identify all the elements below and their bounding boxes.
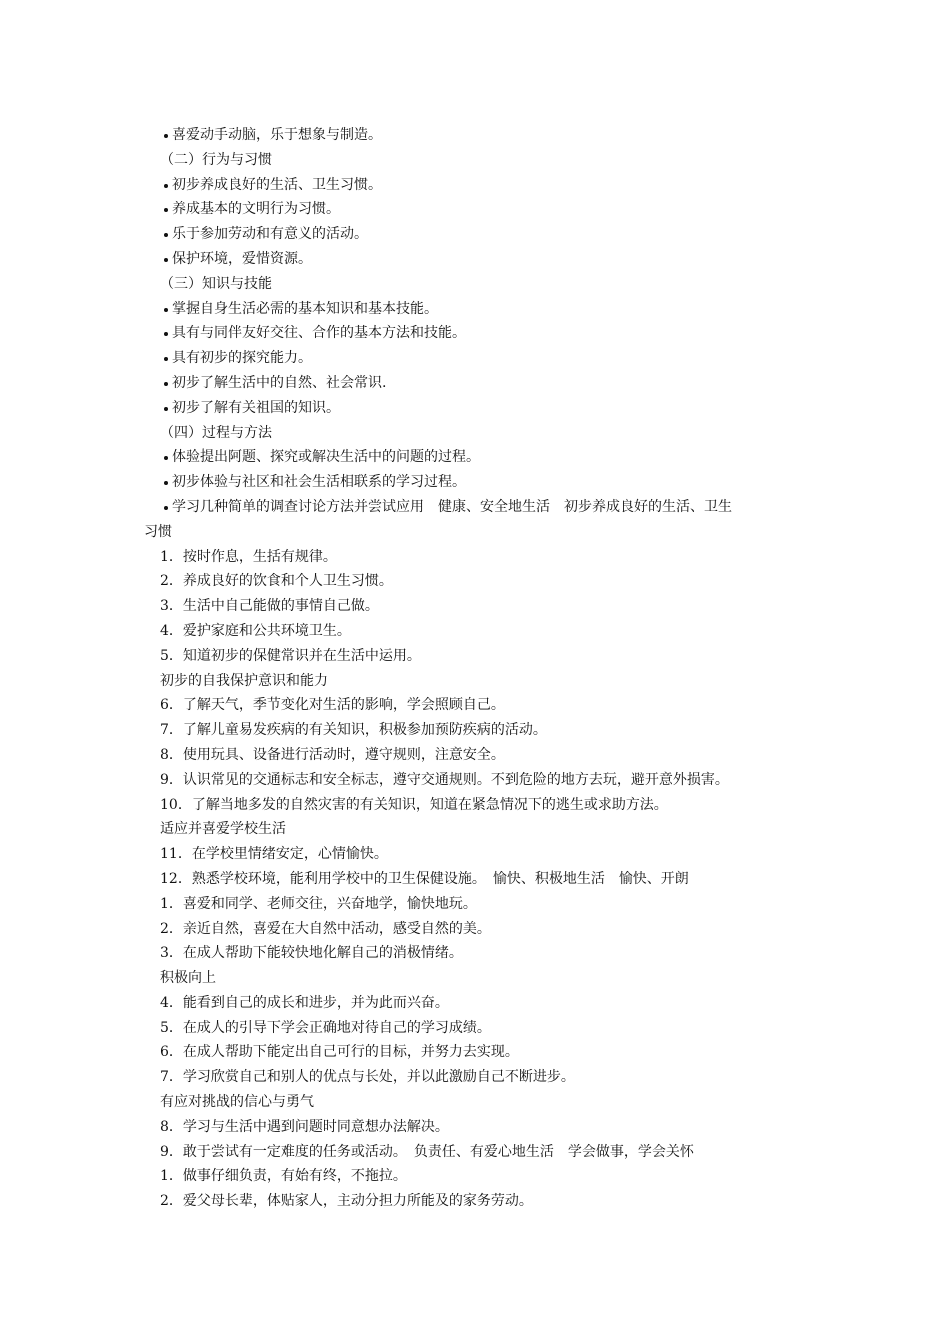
- bullet-item: [0, 297, 950, 322]
- bullet-text: 初步了解生活中的自然、社会常识.: [172, 374, 387, 391]
- section-heading: （三）知识与技能: [160, 275, 272, 292]
- numbered-item: 1．按时作息，生括有规律。: [160, 548, 337, 565]
- bullet-text: 初步养成良好的生活、卫生习惯。: [172, 176, 382, 193]
- numbered-item: 8．使用玩具、设备进行活动时，遵守规则，注意安全。: [160, 746, 505, 763]
- numbered-item: 2．养成良好的饮食和个人卫生习惯。: [160, 573, 393, 590]
- numbered-item: 8．学习与生活中遇到问题时同意想办法解决。: [160, 1118, 449, 1135]
- bullet-text: 具有初步的探究能力。: [172, 350, 312, 367]
- numbered-item: 3．生活中自己能做的事情自己做。: [160, 598, 379, 615]
- numbered-item: 7．学习欣赏自己和别人的优点与长处，并以此激励自己不断进步。: [160, 1069, 575, 1086]
- bullet-text: 学习几种简单的调查讨论方法并尝试应用 健康、安全地生活 初步养成良好的生活、卫生: [172, 498, 732, 515]
- section-heading: （二）行为与习惯: [160, 151, 272, 168]
- bullet-text: 喜爱动手动脑，乐于想象与制造。: [172, 127, 382, 143]
- subheading: 有应对挑战的信心与勇气: [160, 1094, 314, 1111]
- section-heading: （四）过程与方法: [160, 424, 272, 441]
- numbered-item: 9．认识常见的交通标志和安全标志，遵守交通规则。不到危险的地方去玩，避开意外损害。: [160, 771, 729, 788]
- subheading: 积极向上: [160, 970, 216, 987]
- document-body: [0, 123, 950, 1214]
- bullet-item: [0, 321, 950, 346]
- bullet-text: 具有与同伴友好交往、合作的基本方法和技能。: [172, 325, 466, 342]
- numbered-item: 9．敢于尝试有一定难度的任务或活动。 负责任、有爱心地生活 学会做事，学会关怀: [160, 1143, 694, 1160]
- numbered-item: 6．了解天气，季节变化对生活的影响，学会照顾自己。: [160, 697, 505, 714]
- numbered-item: 1．做事仔细负责，有始有终，不拖拉。: [160, 1168, 407, 1185]
- numbered-item: 1．喜爱和同学、老师交往，兴奋地学，愉快地玩。: [160, 895, 477, 912]
- bullet-text: 初步了解有关祖国的知识。: [172, 399, 340, 416]
- bullet-text: 初步体验与社区和社会生活相联系的学习过程。: [172, 474, 466, 491]
- subheading: 适应并喜爱学校生活: [160, 821, 286, 838]
- bullet-text: 体验提出阿题、探究或解决生活中的问题的过程。: [172, 449, 480, 466]
- numbered-item: 12．熟悉学校环境，能利用学校中的卫生保健设施。 愉快、积极地生活 愉快、开朗: [160, 870, 689, 887]
- bullet-item: [0, 222, 950, 247]
- bullet-item: [0, 371, 950, 396]
- numbered-item: 4．能看到自己的成长和进步，并为此而兴奋。: [160, 994, 449, 1011]
- bullet-text: 养成基本的文明行为习惯。: [172, 201, 340, 218]
- wrapped-line: 习惯: [144, 523, 172, 540]
- bullet-text: 保护环境，爱惜资源。: [172, 250, 312, 267]
- bullet-item: [0, 173, 950, 198]
- bullet-item: [0, 470, 950, 495]
- numbered-item: 7．了解儿童易发疾病的有关知识，积极参加预防疾病的活动。: [160, 722, 547, 739]
- bullet-item: [0, 495, 950, 520]
- bullet-item: [0, 445, 950, 470]
- bullet-text: 乐于参加劳动和有意义的活动。: [172, 226, 368, 243]
- numbered-item: 6．在成人帮助下能定出自己可行的目标，并努力去实现。: [160, 1044, 519, 1061]
- bullet-text: 掌握自身生活必需的基本知识和基本技能。: [172, 300, 438, 317]
- bullet-item: [0, 123, 950, 148]
- numbered-item: 11．在学校里情绪安定，心情愉快。: [160, 846, 388, 863]
- bullet-item: [0, 396, 950, 421]
- numbered-item: 2．爱父母长辈，体贴家人，主动分担力所能及的家务劳动。: [160, 1193, 533, 1210]
- numbered-item: 10．了解当地多发的自然灾害的有关知识，知道在紧急情况下的逃生或求助方法。: [160, 796, 668, 813]
- numbered-item: 3．在成人帮助下能较快地化解自己的消极情绪。: [160, 945, 463, 962]
- numbered-item: 2．亲近自然，喜爱在大自然中活动，感受自然的美。: [160, 920, 491, 937]
- bullet-item: [0, 346, 950, 371]
- numbered-item: 5．在成人的引导下学会正确地对待自己的学习成绩。: [160, 1019, 491, 1036]
- bullet-item: [0, 197, 950, 222]
- numbered-item: 4．爱护家庭和公共环境卫生。: [160, 622, 351, 639]
- numbered-item: 5．知道初步的保健常识并在生活中运用。: [160, 647, 421, 664]
- bullet-item: [0, 247, 950, 272]
- subheading: 初步的自我保护意识和能力: [160, 672, 328, 689]
